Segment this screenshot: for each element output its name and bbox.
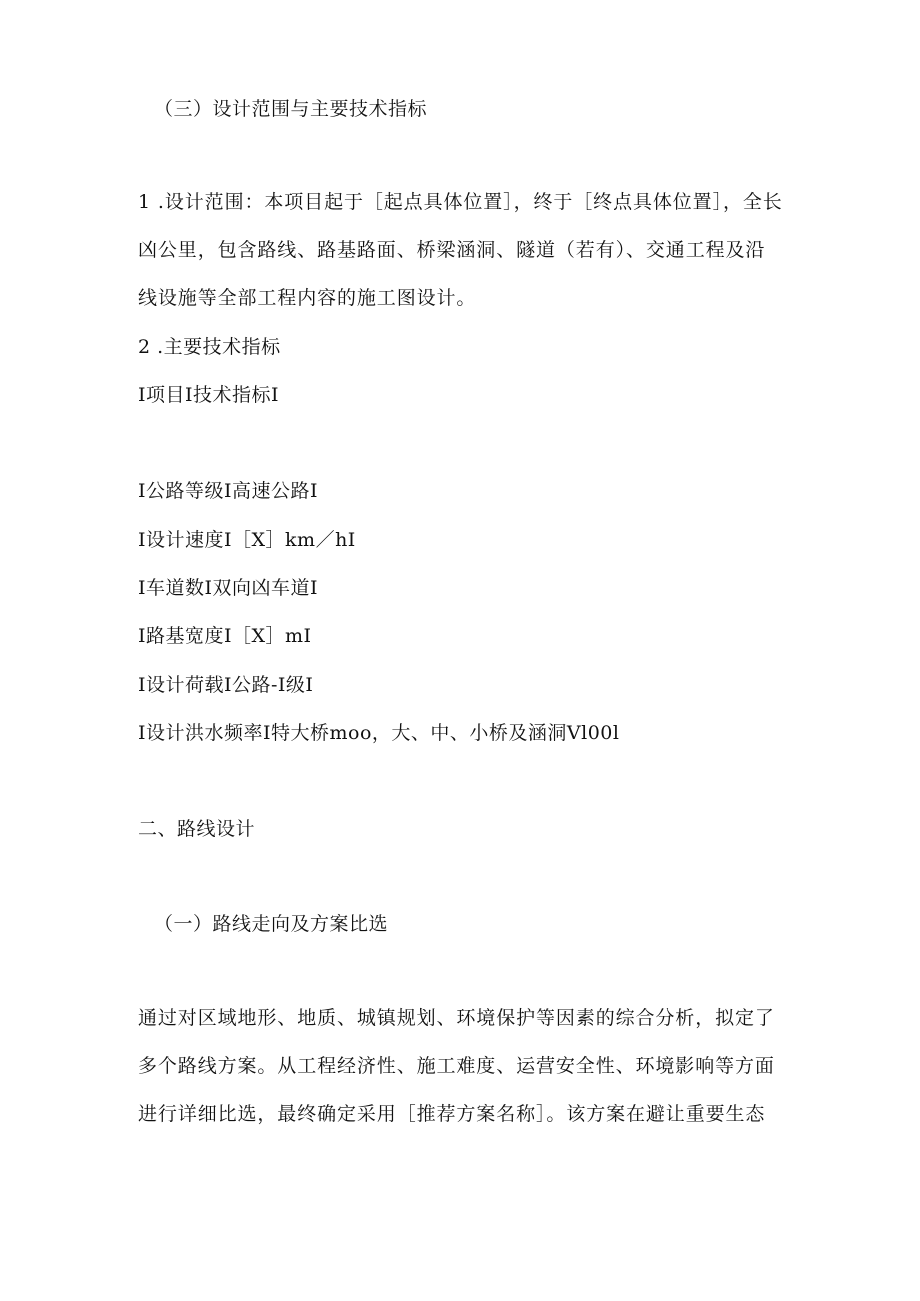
section-heading-design-scope: （三）设计范围与主要技术指标 — [154, 98, 428, 120]
tech-indicators-heading: 2 .主要技术指标 — [138, 336, 281, 358]
paragraph-line: 1 .设计范围：本项目起于［起点具体位置］，终于［终点具体位置］，全长 — [138, 191, 783, 213]
table-row: I设计速度I［X］km／hI — [138, 529, 356, 551]
table-row: I路基宽度I［X］mI — [138, 625, 312, 647]
paragraph-line: 通过对区域地形、地质、城镇规划、环境保护等因素的综合分析，拟定了 — [138, 1007, 775, 1029]
table-header-row: I项目I技术指标I — [138, 384, 280, 406]
design-scope-paragraph — [138, 178, 786, 322]
chapter-heading-route-design: 二、路线设计 — [138, 818, 256, 840]
paragraph-line: 线设施等全部工程内容的施工图设计。 — [138, 287, 477, 309]
table-row: I公路等级I高速公路I — [138, 480, 319, 502]
paragraph-line: 凶公里，包含路线、路基路面、桥梁涵洞、隧道（若有）、交通工程及沿 — [138, 239, 766, 261]
table-row: I设计洪水频率I特大桥moo，大、中、小桥及涵洞Vl00l — [138, 722, 620, 744]
section-heading-route-alignment: （一）路线走向及方案比选 — [154, 913, 389, 935]
table-row: I设计荷载I公路-I级I — [138, 674, 314, 696]
paragraph-line: 进行详细比选，最终确定采用［推荐方案名称］。该方案在避让重要生态 — [138, 1103, 766, 1125]
paragraph-line: 多个路线方案。从工程经济性、施工难度、运营安全性、环境影响等方面 — [138, 1055, 775, 1077]
route-comparison-paragraph — [138, 994, 786, 1138]
table-row: I车道数I双向凶车道I — [138, 577, 319, 599]
